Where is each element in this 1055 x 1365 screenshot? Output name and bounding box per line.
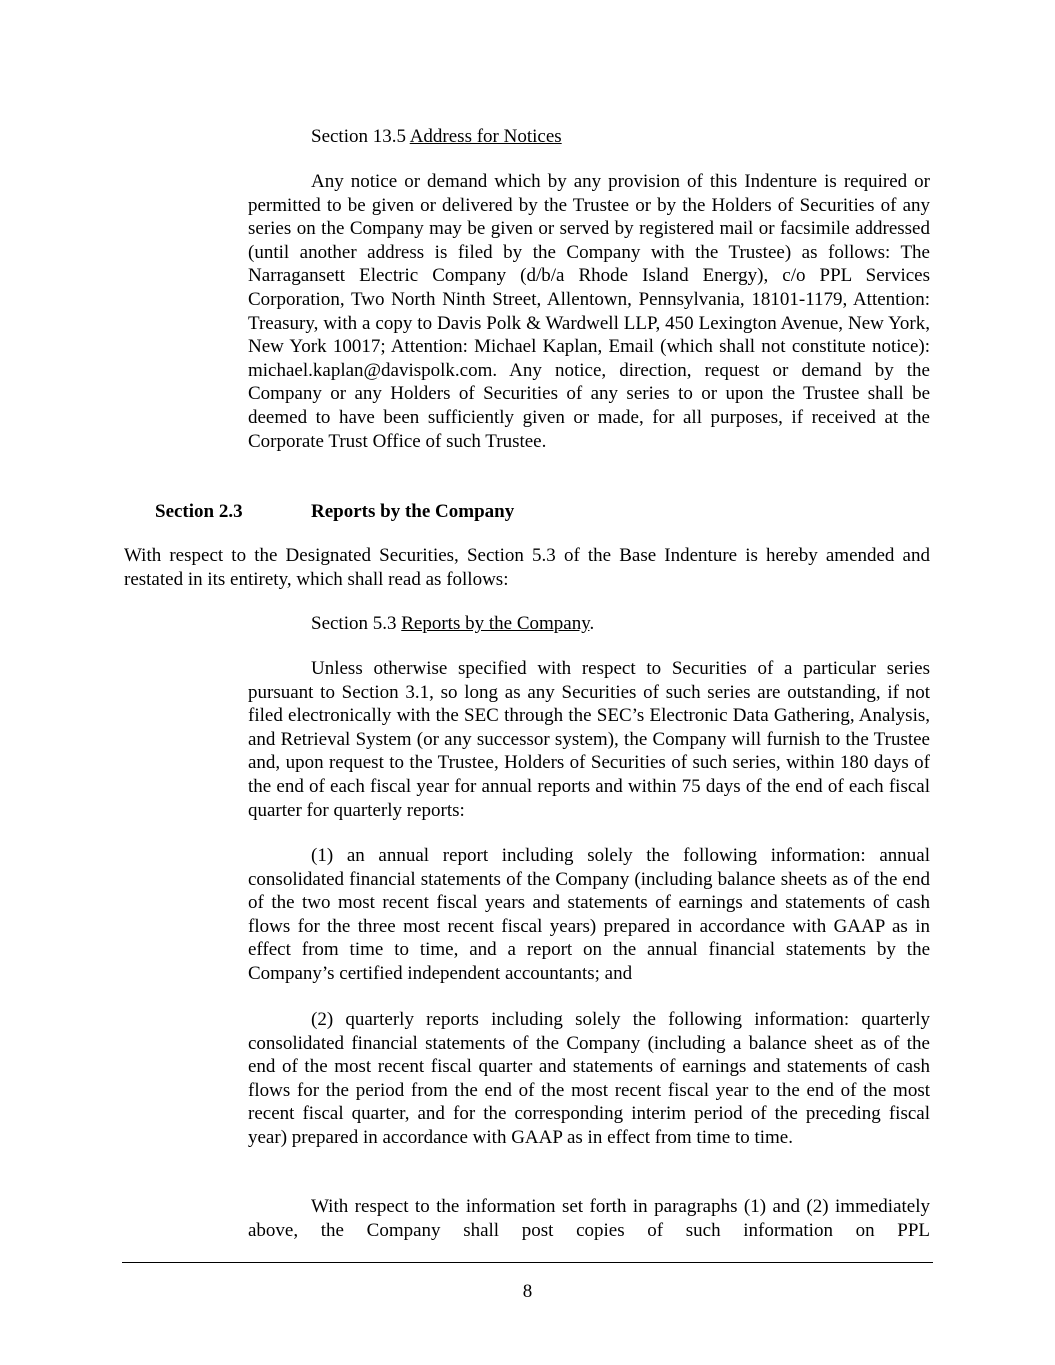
section-5-3-closing: With respect to the information set forth in paragraphs (1) and (2) immediately above, the Company shall post copies of such information on PPL (248, 1196, 930, 1241)
section-5-3-item-2: (2) quarterly reports including solely the following information: quarterly consolidated financial statements of the Company (including a balance sheet as of the end of the most recent fiscal quarter and statements of earnings and statements of cash flows for the period from the end of the most recent fiscal year to the end of the most recent fiscal quarter, and for the corresponding interim period of the preceding fiscal year) prepared in accordance with GAAP as in effect from time to time. (248, 1009, 930, 1148)
section-13-5-prefix: Section 13.5 (311, 126, 410, 147)
section-5-3-paragraph: Unless otherwise specified with respect to Securities of a particular series pursuant to Section 3.1, so long as any Securities of such series are outstanding, if not filed electronically with the SEC through the SEC’s Electronic Data Gathering, Analysis, and Retrieval System (or any successor system), the Company will furnish to the Trustee and, upon request to the Trustee, Holders of Securities of such series, within 180 days of the end of each fiscal year for annual reports and within 75 days of the end of each fiscal quarter for quarterly reports: (248, 658, 930, 821)
page-number: 8 (522, 1281, 533, 1302)
footer-divider (122, 1262, 933, 1263)
section-13-5-heading (311, 125, 562, 149)
section-2-3-title: Reports by the Company (311, 501, 515, 522)
section-2-3-intro: With respect to the Designated Securities, Section 5.3 of the Base Indenture is hereby amended and restated in its entirety, which shall read as follows: (124, 545, 930, 590)
section-2-3-number: Section 2.3 (155, 501, 243, 522)
section-5-3-title: Reports by the Company (401, 613, 590, 634)
section-5-3-item-1: (1) an annual report including solely the following information: annual consolidated financial statements of the Company (including balance sheets as of the end of the two most recent fiscal years and statements of earnings and statements of cash flows for the three most recent fiscal years) prepared in accordance with GAAP as in effect from time to time, and a report on the annual financial statements by the Company’s certified independent accountants; and (248, 845, 930, 984)
section-5-3-suffix: . (589, 613, 595, 634)
section-5-3-prefix: Section 5.3 (311, 613, 402, 634)
section-13-5-title: Address for Notices (409, 126, 562, 147)
section-5-3-heading (311, 612, 594, 636)
section-13-5-paragraph: Any notice or demand which by any provision of this Indenture is required or permitted to be given or delivered by the Trustee or by the Holders of Securities of any series on the Company may be given or served by registered mail or facsimile addressed (until another address is filed by the Company with the Trustee) as follows: The Narragansett Electric Company (d/b/a Rhode Island Energy), c/o PPL Services Corporation, Two North Ninth Street, Allentown, Pennsylvania, 18101-1179, Attention: Treasury, with a copy to Davis Polk & Wardwell LLP, 450 Lexington Avenue, New York, New York 10017; Attention: Michael Kaplan, Email (which shall not constitute notice): michael.kaplan@davispolk.com. Any notice, direction, request or demand by the Company or any Holders of Securities of any series to or upon the Trustee shall be deemed to have been sufficiently given or made, for all purposes, if received at the Corporate Trust Office of such Trustee. (248, 171, 930, 452)
